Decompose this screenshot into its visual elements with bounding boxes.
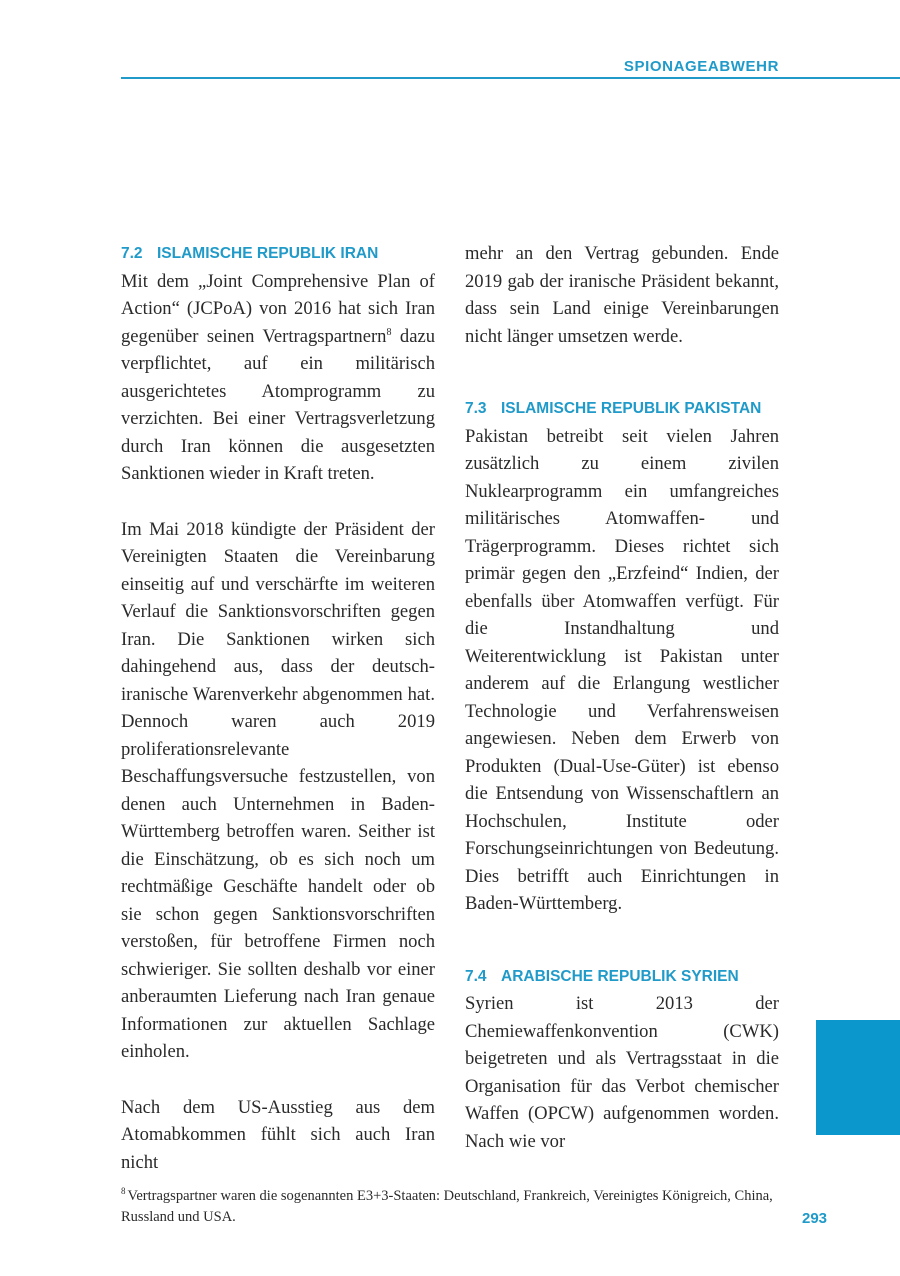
page-number: 293 — [802, 1210, 828, 1227]
section-heading-7-2 — [121, 240, 435, 268]
paragraph-text: Mit dem „Joint Comprehensive Plan of Action“ (JCPoA) von 2016 hat sich Iran gegenüber seinen Vertragspartnern — [121, 270, 435, 347]
footnote-mark: 8 — [121, 1186, 126, 1197]
header-rule — [121, 77, 900, 79]
paragraph-continuation: mehr an den Vertrag gebunden. Ende 2019 gab der iranische Präsident bekannt, dass sein Land einige Vereinbarungen nicht länger umsetzen werde. — [465, 243, 779, 347]
footnote — [121, 1186, 781, 1228]
section-heading-7-3 — [465, 395, 779, 423]
paragraph-jcpoa — [121, 268, 435, 488]
chapter-tab-marker — [816, 1020, 900, 1135]
section-number: 7.4 — [465, 967, 487, 985]
left-column — [121, 240, 435, 1176]
paragraph-text-continued: dazu verpflichtet, auf ein militärisch ausgerichtetes Atomprogramm zu verzichten. Bei einer Vertragsverletzung durch Iran können die ausgesetzten Sanktionen wieder in Kraft treten. — [121, 325, 436, 484]
section-title: ARABISCHE REPUBLIK SYRIEN — [501, 967, 739, 985]
footnote-text: Vertragspartner waren die sogenannten E3+3-Staaten: Deutschland, Frankreich, Vereinigtes Königreich, China, Russland und USA. — [121, 1188, 773, 1225]
section-heading-7-4 — [465, 963, 779, 991]
paragraph-syria: Syrien ist 2013 der Chemiewaffenkonvention (CWK) beigetreten und als Vertragsstaat in die Organisation für das Verbot chemischer Waffen (OPCW) aufgenommen worden. Nach wie vor — [465, 993, 779, 1152]
paragraph-sanctions: Im Mai 2018 kündigte der Präsident der Vereinigten Staaten die Vereinbarung einseitig auf und verschärfte im weiteren Verlauf die Sanktionsvorschriften gegen Iran. Die Sanktionen wirken sich dahingehend aus, dass der deutsch-iranische Warenverkehr abgenommen hat. Dennoch waren auch 2019 proliferationsrelevante Beschaffungsversuche festzustellen, von denen auch Unternehmen in Baden-Württemberg betroffen waren. Seither ist die Einschätzung, ob es sich noch um rechtmäßige Geschäfte handelt oder ob sie schon gegen Sanktionsvorschriften verstoßen, für betroffene Firmen noch schwieriger. Sie sollten deshalb vor einer anberaumten Lieferung nach Iran genaue Informationen zur aktuellen Sachlage einholen. — [121, 518, 435, 1062]
paragraph-pakistan: Pakistan betreibt seit vielen Jahren zusätzlich zu einem zivilen Nuklearprogramm ein umfangreiches militärisches Atomwaffen- und Trägerprogramm. Dieses richtet sich primär gegen den „Erzfeind“ Indien, der ebenfalls über Atomwaffen verfügt. Für die Instandhaltung und Weiterentwicklung ist Pakistan unter anderem auf die Erlangung westlicher Technologie und Verfahrensweisen angewiesen. Neben dem Erwerb von Produkten (Dual-Use-Güter) ist ebenso die Entsendung von Wissenschaftlern an Hochschulen, Institute oder Forschungseinrichtungen von Bedeutung. Dies betrifft auch Einrichtungen in Baden-Württemberg. — [465, 425, 779, 914]
paragraph-us-exit: Nach dem US-Ausstieg aus dem Atomabkommen fühlt sich auch Iran nicht — [121, 1096, 435, 1173]
section-number: 7.3 — [465, 400, 487, 417]
right-column — [465, 240, 779, 1155]
running-header: SPIONAGEABWEHR — [623, 58, 779, 75]
section-title: ISLAMISCHE REPUBLIK PAKISTAN — [501, 400, 762, 417]
footnote-reference: 8 — [386, 326, 392, 338]
section-number: 7.2 — [121, 245, 143, 262]
section-title: ISLAMISCHE REPUBLIK IRAN — [157, 245, 379, 262]
